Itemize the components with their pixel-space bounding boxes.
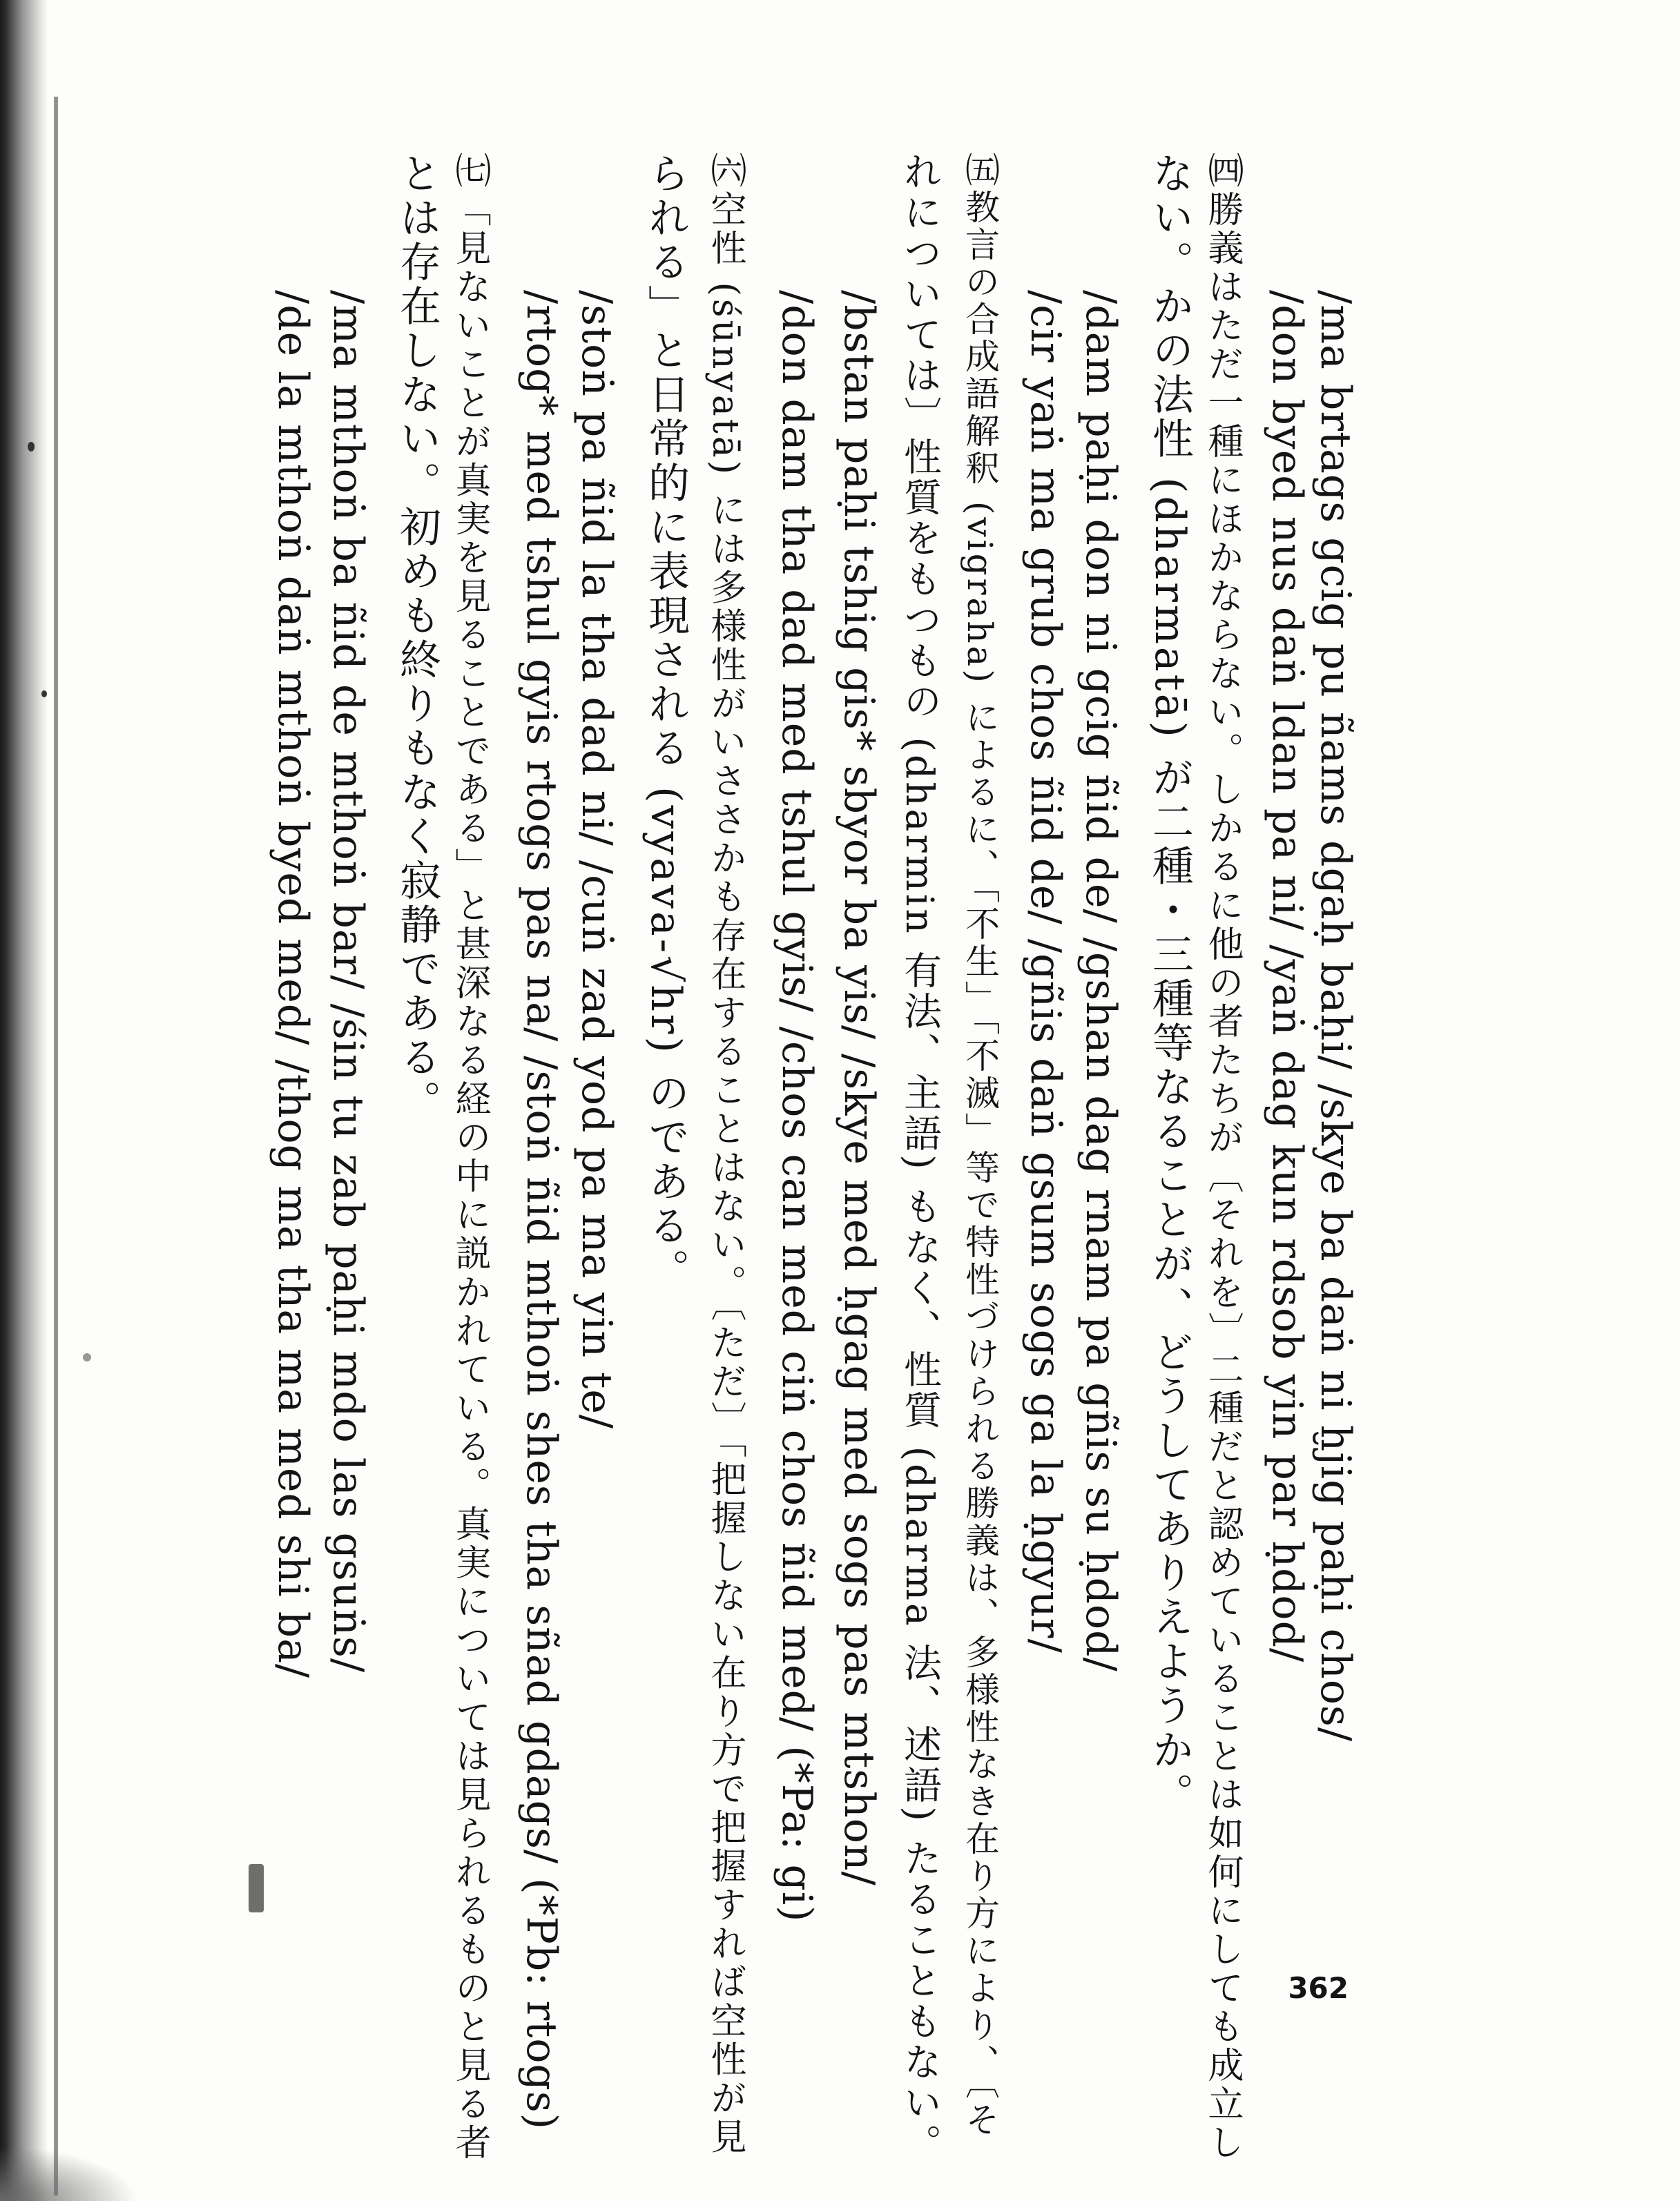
section-paragraph: られる」と日常的に表現される (vyava-√hr) のである。: [641, 152, 690, 1293]
verse-line: /de la mthoṅ daṅ mthoṅ byed med/ /thog ma tha ma med shi ba/: [269, 290, 317, 1679]
verse-line: /cir yaṅ ma grub chos ñid de/ /gñis daṅ gsum sogs ga la ḥgyur/: [1021, 290, 1070, 1654]
verse-line: /dam paḥi don ni gcig ñid de/ /gshan dag rnam pa gñis su ḥdod/: [1076, 290, 1125, 1672]
ink-mark: [249, 1864, 264, 1912]
verse-line: /stoṅ pa ñid la tha dad ni/ /cuṅ zad yod pa ma yin te/: [572, 290, 621, 1430]
verse-line: /ma mthoṅ ba ñid de mthoṅ bar/ /śin tu zab paḥi mdo las gsuṅs/: [324, 290, 372, 1674]
section-paragraph: とは存在しない。初めも終りもなく寂静である。: [393, 152, 441, 1124]
section-paragraph: ㈤教言の合成語解釈 (vigraha) によるに、「不生」「不滅」等で特性づけられる勝義は、多様性なき在り方により、〔そ: [960, 152, 1000, 2139]
verse-line: /don dam tha dad med tshul gyis/ /chos can med ciṅ chos ñid med/ (*Pa: gi): [773, 290, 821, 1923]
verse-line: /rtog* med tshul gyis rtogs pas na/ /stoṅ ñid mthoṅ shes tha sñad gdags/ (*Pb: rtogs): [517, 290, 566, 2131]
section-paragraph: ㈥空性 (śūnyatā) には多様性がいささかも存在することはない。〔ただ〕「把握しない在り方で把握すれば空性が見: [704, 152, 746, 2157]
verse-line: /ma brtags gcig pu ñams dgaḥ baḥi/ /skye ba daṅ ni ḫjig paḥi chos/: [1311, 290, 1360, 1743]
page-number: 362: [1288, 1971, 1349, 2005]
verse-line: /bstan paḥi tshig gis* sbyor ba yis/ /skye med ḥgag med sogs pas mtshon/: [835, 290, 883, 1886]
scan-speck: [41, 690, 47, 697]
section-paragraph: ㈣勝義はただ一種にほかならない。しかるに他の者たちが〔それを〕二種だと認めていることは如何にしても成立し: [1201, 152, 1243, 2162]
scan-speck: [83, 1353, 91, 1361]
binding-shadow: [0, 0, 48, 2201]
scan-speck: [28, 442, 35, 452]
section-paragraph: れについては〕性質をもつもの (dharmin 有法、主語) もなく、性質 (dharma 法、述語) たることもない。: [898, 152, 942, 2165]
section-paragraph: ㈦「見ないことが真実を見ることである」と甚深なる経の中に説かれている。真実については見られるものと見る者: [449, 152, 490, 2162]
section-paragraph: ない。かの法性 (dharmatā) が二種・三種等なることが、どうしてありえようか。: [1146, 152, 1194, 1817]
gutter-shadow: [0, 2146, 138, 2201]
binding-line: [54, 97, 58, 2195]
verse-line: /don byed nus daṅ ldan pa ni/ /yaṅ dag kun rdsob yin par ḥdod/: [1263, 290, 1311, 1663]
